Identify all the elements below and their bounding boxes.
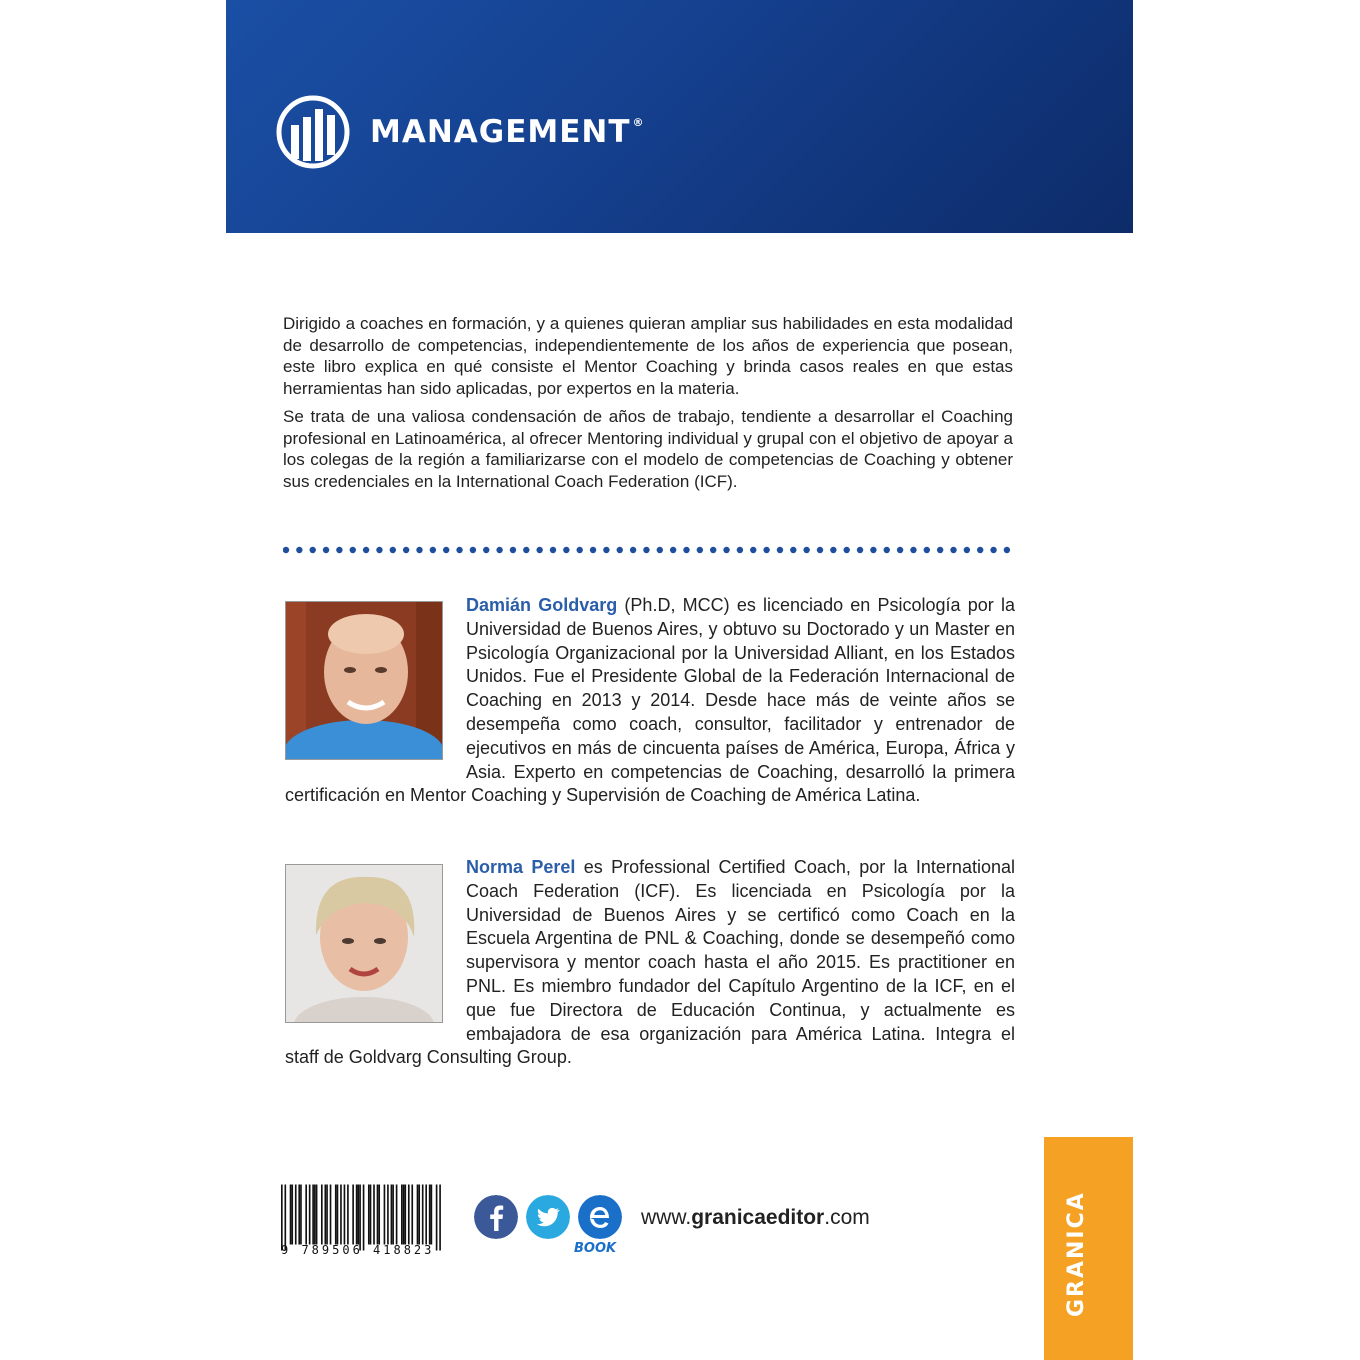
author-bio-goldvarg <box>285 594 1015 808</box>
series-title: MANAGEMENT ® <box>370 114 645 150</box>
twitter-icon[interactable] <box>526 1195 570 1239</box>
publisher-name: GRANICA <box>1064 1191 1089 1317</box>
barcode-bar <box>401 1185 403 1245</box>
barcode-bar <box>431 1185 433 1245</box>
barcode-bar <box>436 1185 438 1251</box>
barcode-bar <box>368 1185 370 1245</box>
divider-dot <box>777 547 783 553</box>
divider-dot <box>977 547 983 553</box>
barcode-bar <box>387 1185 389 1245</box>
author-bio-text: es Professional Certified Coach, por la International Coach Federation (ICF). Es licenciada en Psicología por la Universidad de Buenos Aires y se certificó como Coach en la Escuela Argentina de PNL & Coaching, donde se desempeñó como supervisora y mentor coach hasta el año 2015. Es practitioner en PNL. Es miembro fundador del Capítulo Argentino de la ICF, en el que fue Directora de Educación Continua, y actualmente es embajadora de esa organización para América Latina. Integra el staff de Goldvarg Consulting Group. <box>285 857 1015 1068</box>
divider-dot <box>910 547 916 553</box>
divider-dot <box>577 547 583 553</box>
barcode-bar <box>417 1185 419 1245</box>
barcode-bar <box>300 1185 302 1245</box>
author-bio-text: (Ph.D, MCC) es licenciado en Psicología por la Universidad de Buenos Aires, y obtuvo su Doctorado y un Master en Psicología Organizacional por la Universidad Alliant, en los Estados Unidos. Fue el Presidente Global de la Federación Internacional de Coaching en 2013 y 2014. Desde hace más de veinte años se desempeña como coach, consultor, facilitador y entrenador de ejecutivos en más de cincuenta países de América, Europa, África y Asia. Experto en competencias de Coaching, desarrolló la primera certificación en Mentor Coaching y Supervisión de Coaching de América Latina. <box>285 595 1015 806</box>
barcode-bar <box>378 1185 380 1245</box>
ebook-label: BOOK <box>574 1241 617 1256</box>
barcode-bar <box>404 1185 406 1245</box>
divider-dot <box>964 547 970 553</box>
divider-dot <box>416 547 422 553</box>
divider-dot <box>844 547 850 553</box>
barcode-bar <box>403 1185 405 1245</box>
book-back-cover <box>226 0 1133 1360</box>
barcode-bar <box>422 1185 424 1245</box>
dotted-divider <box>283 545 1013 555</box>
facebook-icon[interactable] <box>474 1195 518 1239</box>
divider-dot <box>643 547 649 553</box>
divider-dot <box>336 547 342 553</box>
publisher-website[interactable]: www.granicaeditor.com <box>641 1206 870 1229</box>
barcode-bar <box>316 1185 318 1245</box>
divider-dot <box>617 547 623 553</box>
divider-dot <box>350 547 356 553</box>
book-description <box>283 313 1013 499</box>
management-logo <box>276 95 645 169</box>
divider-dot <box>870 547 876 553</box>
divider-dot <box>723 547 729 553</box>
divider-dot <box>550 547 556 553</box>
divider-dot <box>884 547 890 553</box>
barcode-bar <box>356 1185 358 1245</box>
barcode-bar <box>290 1185 292 1245</box>
author-bio-perel <box>285 856 1015 1070</box>
divider-dot <box>670 547 676 553</box>
barcode-bar <box>358 1185 360 1245</box>
barcode-bar <box>281 1185 283 1251</box>
barcode-bar <box>295 1185 297 1245</box>
barcode-bar <box>359 1185 361 1251</box>
divider-dot <box>310 547 316 553</box>
barcode-bar <box>335 1185 337 1245</box>
divider-dot <box>990 547 996 553</box>
barcode-bar <box>352 1185 354 1245</box>
divider-dot <box>924 547 930 553</box>
divider-dot <box>296 547 302 553</box>
divider-dot <box>510 547 516 553</box>
divider-dot <box>897 547 903 553</box>
divider-dot <box>563 547 569 553</box>
barcode-bar <box>324 1185 326 1245</box>
divider-dot <box>390 547 396 553</box>
barcode-bar <box>330 1185 332 1245</box>
barcode-bar <box>396 1185 398 1245</box>
divider-dot <box>430 547 436 553</box>
barcode-bar <box>291 1185 293 1245</box>
divider-dot <box>683 547 689 553</box>
divider-dot <box>363 547 369 553</box>
barcode-bar <box>411 1185 413 1245</box>
divider-dot <box>763 547 769 553</box>
social-icons <box>474 1195 626 1259</box>
divider-dot <box>590 547 596 553</box>
barcode-bar <box>363 1185 365 1251</box>
ebook-badge[interactable] <box>574 1195 626 1259</box>
divider-dot <box>403 547 409 553</box>
divider-dot <box>483 547 489 553</box>
author-name: Norma Perel <box>466 857 576 877</box>
barcode-bar <box>391 1185 393 1245</box>
divider-dot <box>443 547 449 553</box>
description-paragraph: Se trata de una valiosa condensación de años de trabajo, tendiente a desarrollar el Coaching profesional en Latinoamérica, al ofrecer Mentoring individual y grupal con el objetivo de apoyar a los colegas de la región a familiarizarse con el modelo de competencias de Coaching y obtener sus credenciales en la International Coach Federation (ICF). <box>283 407 1013 491</box>
divider-dot <box>697 547 703 553</box>
divider-dot <box>1004 547 1010 553</box>
barcode-bar <box>314 1185 316 1245</box>
divider-dot <box>376 547 382 553</box>
barcode-bar <box>298 1185 300 1245</box>
barcode-bar <box>305 1185 307 1245</box>
barcode-bar <box>418 1185 420 1245</box>
divider-dot <box>937 547 943 553</box>
barcode-bar <box>309 1185 311 1245</box>
divider-dot <box>750 547 756 553</box>
divider-dot <box>523 547 529 553</box>
divider-dot <box>456 547 462 553</box>
barcode-bar <box>370 1185 372 1245</box>
barcode-bar <box>439 1185 441 1251</box>
author-name: Damián Goldvarg <box>466 595 618 615</box>
barcode-bar <box>425 1185 427 1245</box>
description-paragraph: Dirigido a coaches en formación, y a quienes quieran ampliar sus habilidades en esta modalidad de desarrollo de competencias, independientemente de los años de experiencia que posean, este libro explica en qué consiste el Mentor Coaching y brinda casos reales en que estas herramientas han sido aplicadas, por expertos en la materia. <box>283 314 1013 398</box>
header-banner <box>226 0 1133 233</box>
barcode-bar <box>337 1185 339 1245</box>
management-logo-icon <box>276 95 350 169</box>
barcode-bar <box>321 1185 323 1245</box>
divider-dot <box>496 547 502 553</box>
publisher-tab <box>1044 1137 1133 1360</box>
barcode-bar <box>408 1185 410 1245</box>
barcode-bar <box>312 1185 314 1245</box>
divider-dot <box>950 547 956 553</box>
barcode-bar <box>284 1185 286 1251</box>
divider-dot <box>283 547 289 553</box>
barcode-bar <box>373 1185 375 1245</box>
divider-dot <box>857 547 863 553</box>
barcode-bar <box>377 1185 379 1245</box>
barcode-bar <box>384 1185 386 1245</box>
barcode-bar <box>392 1185 394 1245</box>
divider-dot <box>603 547 609 553</box>
divider-dot <box>830 547 836 553</box>
divider-dot <box>630 547 636 553</box>
divider-dot <box>710 547 716 553</box>
divider-dot <box>790 547 796 553</box>
divider-dot <box>470 547 476 553</box>
divider-dot <box>737 547 743 553</box>
divider-dot <box>323 547 329 553</box>
barcode-bar <box>347 1185 349 1245</box>
barcode-bar <box>340 1185 342 1245</box>
barcode-bar <box>326 1185 328 1245</box>
divider-dot <box>803 547 809 553</box>
barcode-bar <box>429 1185 431 1245</box>
barcode-bar <box>344 1185 346 1245</box>
divider-dot <box>817 547 823 553</box>
isbn-number: 9 789506 418823 <box>281 1243 435 1257</box>
divider-dot <box>536 547 542 553</box>
divider-dot <box>657 547 663 553</box>
ebook-icon <box>578 1195 622 1239</box>
